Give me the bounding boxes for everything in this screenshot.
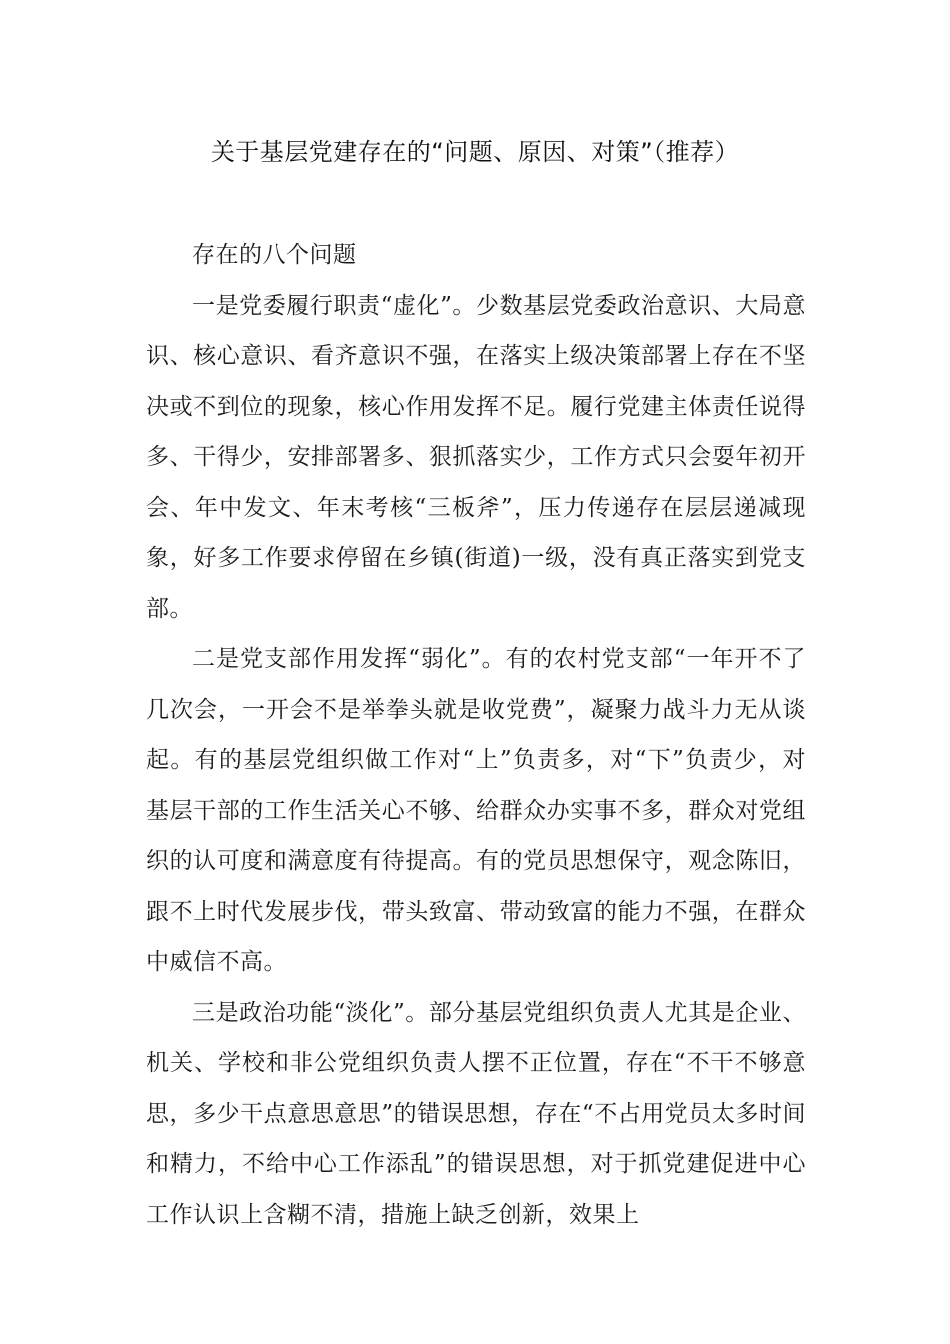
- paragraph-1: 一是党委履行职责“虚化”。少数基层党委政治意识、大局意识、核心意识、看齐意识不强，在落实上级决策部署上存在不坚决或不到位的现象，核心作用发挥不足。履行党建主体责任说得多、干得少，安排部署多、狠抓落实少，工作方式只会耍年初开会、年中发文、年末考核“三板斧”，压力传递存在层层递减现象，好多工作要求停留在乡镇(街道)一级，没有真正落实到党支部。: [146, 292, 806, 622]
- paragraph-2: 二是党支部作用发挥“弱化”。有的农村党支部“一年开不了几次会，一开会不是举拳头就是收党费”，凝聚力战斗力无从谈起。有的基层党组织做工作对“上”负责多，对“下”负责少，对基层干部的工作生活关心不够、给群众办实事不多，群众对党组织的认可度和满意度有待提高。有的党员思想保守，观念陈旧，跟不上时代发展步伐，带头致富、带动致富的能力不强，在群众中威信不高。: [146, 646, 806, 975]
- document-body: [146, 230, 806, 1240]
- section-heading: 存在的八个问题: [192, 242, 357, 268]
- paragraph-3: 三是政治功能“淡化”。部分基层党组织负责人尤其是企业、机关、学校和非公党组织负责人摆不正位置，存在“不干不够意思，多少干点意思意思”的错误思想，存在“不占用党员太多时间和精力，不给中心工作添乱”的错误思想，对于抓党建促进中心工作认识上含糊不清，措施上缺乏创新，效果上: [146, 999, 806, 1228]
- document-title: 关于基层党建存在的“问题、原因、对策”（推荐）: [210, 138, 740, 166]
